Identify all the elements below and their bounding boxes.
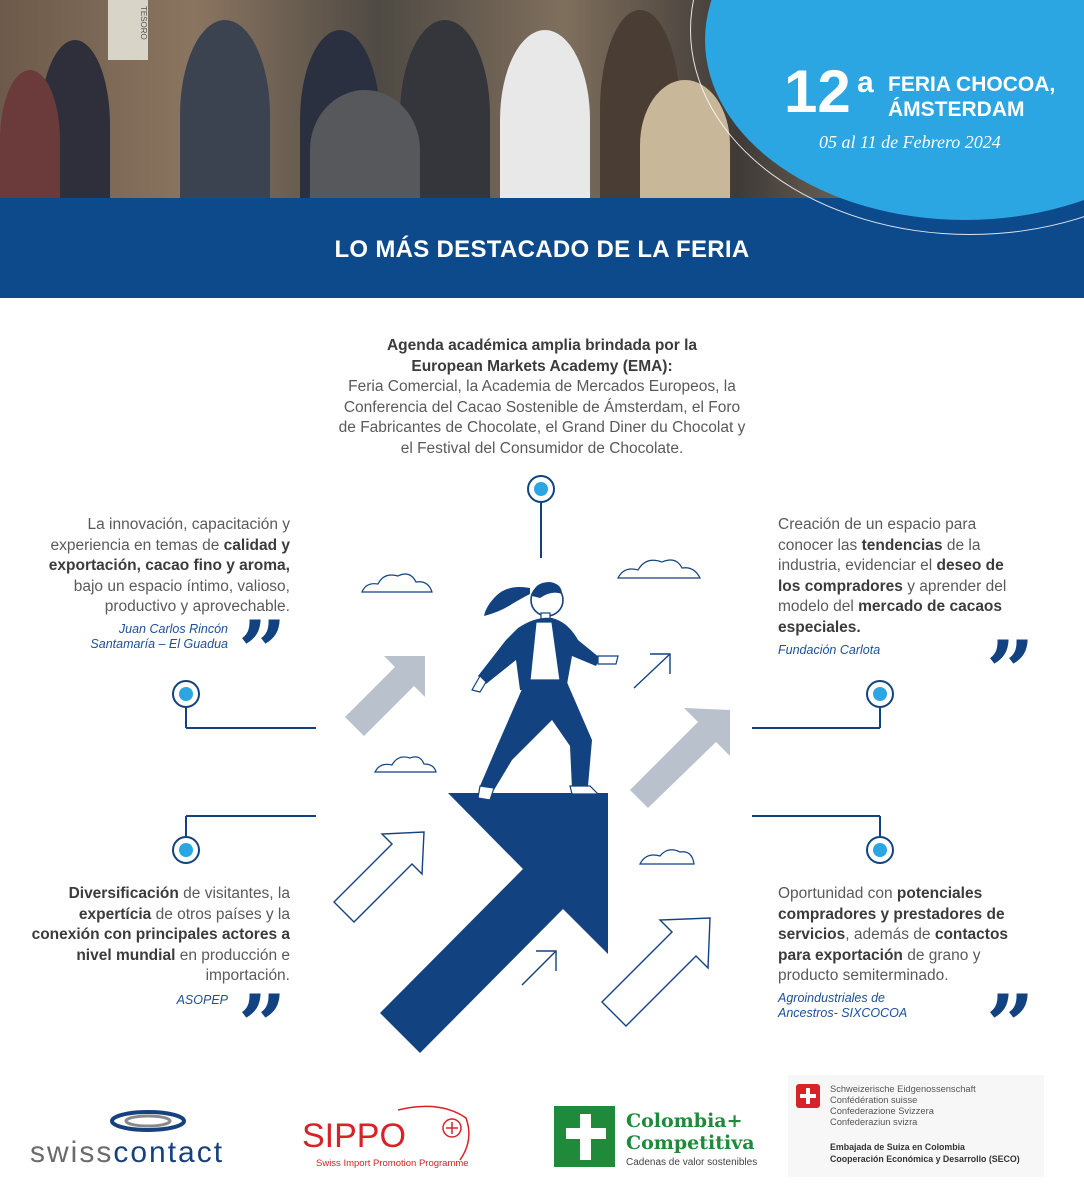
bl-bold-1: Diversificación — [68, 885, 179, 902]
bl-bold-3: conexión con principales actores a nivel mundial — [31, 926, 290, 964]
tr-quote-icon: ” — [986, 622, 1035, 721]
tl-quote-icon: ” — [238, 602, 287, 701]
target-node-icon-top-left — [173, 681, 199, 707]
br-bold-2: contactos para exportación — [778, 926, 1009, 964]
center-heading-1: Agenda académica amplia brindada por la — [386, 337, 698, 354]
swisscontact-word-a: swiss — [30, 1136, 114, 1169]
swiss-gov-line1: Schweizerische Eidgenossenschaft — [830, 1084, 976, 1094]
center-body-2: Conferencia del Cacao Sostenible de Ámsterdam, el Foro — [343, 398, 741, 416]
br-bold-1: potenciales compradores y prestadores de servicios — [778, 885, 1005, 943]
photo-sign: TESORO — [108, 0, 148, 60]
target-node-icon-bottom-right — [867, 837, 893, 863]
swiss-gov-line2: Confédération suisse — [830, 1095, 918, 1105]
swisscontact-logo-icon — [112, 1112, 184, 1130]
colombia-logo-line1: Colombia+ — [626, 1110, 743, 1132]
bl-quote-icon: ” — [238, 976, 287, 1075]
swisscontact-word-b: contact — [113, 1136, 225, 1169]
tr-bold-1: tendencias — [861, 536, 943, 554]
event-title-line2: ÁMSTERDAM — [888, 98, 1025, 121]
target-node-icon-top — [528, 476, 554, 502]
woman-figure-icon — [472, 582, 618, 800]
target-node-icon-bottom-left — [173, 837, 199, 863]
tr-text-1: Creación de un espacio para conocer las — [778, 516, 977, 554]
swiss-embassy-line1: Embajada de Suiza en Colombia — [830, 1142, 965, 1152]
colombia-logo-sub: Cadenas de valor sostenibles — [626, 1157, 758, 1168]
br-attribution-1: Agroindustriales de — [778, 991, 886, 1005]
colombia-competitiva-logo-icon — [554, 1106, 615, 1167]
br-text-2: , además de — [845, 926, 935, 943]
tr-attribution: Fundación Carlota — [778, 643, 881, 657]
br-text-1: Oportunidad con — [778, 885, 897, 902]
br-text-3: de grano y producto semiterminado. — [778, 946, 981, 984]
br-quote-icon: ” — [986, 976, 1035, 1075]
center-body-3: de Fabricantes de Chocolate, el Grand Diner du Chocolat y — [338, 419, 746, 436]
event-title-line1: FERIA CHOCOA, — [888, 73, 1056, 96]
tl-attribution-1: Juan Carlos Rincón — [118, 622, 228, 636]
center-body-1: Feria Comercial, la Academia de Mercados Europeos, la — [348, 378, 736, 395]
br-attribution-2: Ancestros- SIXCOCOA — [778, 1006, 908, 1020]
tr-bold-2: deseo de los compradores — [778, 557, 1004, 595]
bl-text-1: de visitantes, la — [178, 885, 290, 902]
swiss-gov-line3: Confederazione Svizzera — [830, 1106, 934, 1116]
swisscontact-logo — [30, 1136, 224, 1170]
bl-attribution: ASOPEP — [176, 993, 228, 1007]
center-body-4: el Festival del Consumidor de Chocolate. — [400, 439, 684, 457]
tl-text-1: La innovación, capacitación y experiencia en temas de — [50, 516, 290, 554]
bl-text-2: de otros países y la — [151, 905, 290, 923]
tl-bold-1: calidad y exportación, cacao fino y aroma, — [48, 536, 290, 574]
swiss-gov-line4: Confederaziun svizra — [830, 1117, 918, 1127]
banner-title: LO MÁS DESTACADO DE LA FERIA — [334, 236, 750, 263]
tr-bold-3: mercado de cacaos especiales. — [778, 598, 1003, 636]
edition-number: 12 — [784, 58, 851, 125]
event-dates: 05 al 11 de Febrero 2024 — [819, 132, 1001, 152]
sippo-logo-icon — [398, 1106, 469, 1160]
swiss-flag-icon — [796, 1084, 820, 1108]
bl-bold-2: expertícia — [78, 905, 152, 923]
swiss-embassy-line2: Cooperación Económica y Desarrollo (SECO) — [830, 1154, 1020, 1164]
sippo-logo-name: SIPPO — [302, 1117, 406, 1155]
tl-text-2: bajo un espacio íntimo, valioso, productivo y aprovechable. — [73, 577, 290, 615]
center-heading-2: European Markets Academy (EMA): — [411, 357, 673, 375]
tl-attribution-2: Santamaría – El Guadua — [90, 637, 228, 651]
bl-text-3: en producción e importación. — [175, 946, 290, 984]
edition-suffix: a — [857, 66, 874, 99]
sippo-logo-sub: Swiss Import Promotion Programme — [316, 1158, 469, 1169]
colombia-logo-line2: Competitiva — [626, 1132, 755, 1154]
target-node-icon-top-right — [867, 681, 893, 707]
tr-text-3: y aprender del modelo del — [778, 577, 1007, 615]
tr-text-2: de la industria, evidenciar el — [778, 536, 981, 574]
